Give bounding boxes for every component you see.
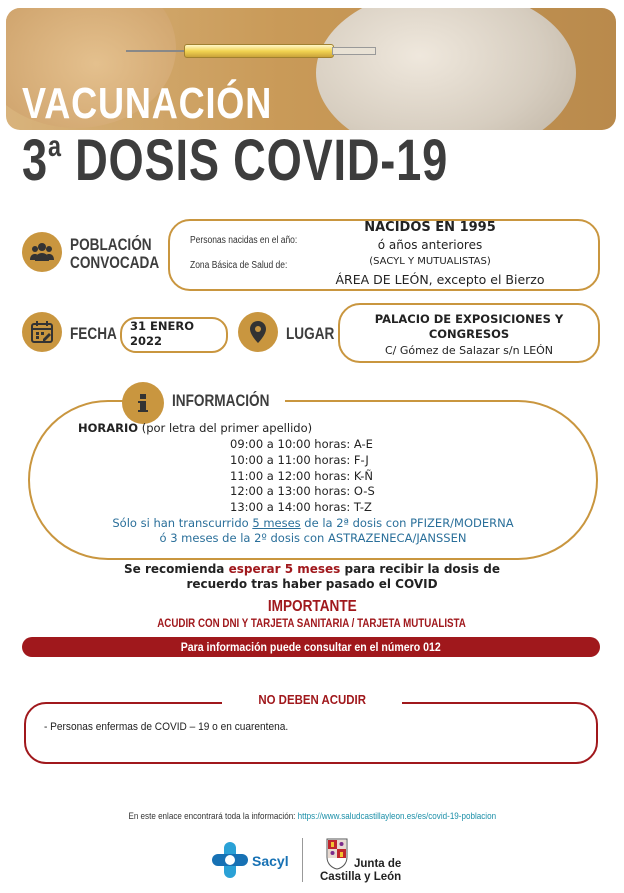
- zona-value: ÁREA DE LEÓN, excepto el Bierzo: [335, 272, 545, 287]
- informacion-label: INFORMACIÓN: [172, 391, 270, 410]
- calendar-icon: [22, 312, 62, 352]
- horario-slot: 09:00 a 10:00 horas: A-E: [230, 437, 373, 451]
- lugar-address: C/ Gómez de Salazar s/n LEÓN: [384, 344, 554, 357]
- year-sub: ó años anteriores: [377, 238, 483, 252]
- title-vacunacion: VACUNACIÓN: [22, 79, 273, 128]
- zona-label: Zona Básica de Salud de:: [190, 260, 288, 271]
- footer-text: En este enlace encontrará toda la información: https://www.saludcastillayleon.es/es/covid-19-poblacion: [128, 811, 496, 822]
- title-dosis: 3$^a$ DOSIS COVID-19: [22, 128, 449, 193]
- importante-text: ACUDIR CON DNI Y TARJETA SANITARIA / TARJETA MUTUALISTA: [157, 618, 467, 630]
- year-note: (SACYL Y MUTUALISTAS): [369, 256, 491, 267]
- horario-slot: 11:00 a 12:00 horas: K-Ñ: [230, 468, 374, 483]
- fecha-value: 31 ENERO 2022: [130, 319, 194, 348]
- year-label: Personas nacidas en el año:: [190, 235, 298, 246]
- fecha-label: FECHA: [70, 324, 117, 343]
- horario-slot: 12:00 a 13:00 horas: O-S: [230, 484, 375, 499]
- horario-heading: HORARIO (por letra del primer apellido): [78, 421, 313, 435]
- horario-slot: 13:00 a 14:00 horas: T-Z: [230, 500, 372, 515]
- condicion-dosis: Sólo si han transcurrido 5 meses de la 2ª dosis con PFIZER/MODERNA ó 3 meses de la 2º dosis con ASTRAZENECA/JANSSEN: [112, 516, 514, 545]
- people-icon: [22, 232, 62, 272]
- sacyl-label: Sacyl: [252, 853, 289, 869]
- horario-slot: 10:00 a 11:00 horas: F-J: [230, 452, 369, 467]
- syringe-icon: [126, 44, 376, 58]
- sacyl-logo-icon: [212, 842, 248, 878]
- gloved-hand-shape: [316, 8, 576, 130]
- lugar-value: PALACIO DE EXPOSICIONES Y CONGRESOS: [374, 312, 564, 341]
- lugar-label: LUGAR: [286, 324, 335, 343]
- junta-label: Junta de Castilla y León: [320, 858, 402, 883]
- recomendacion: Se recomienda esperar 5 meses para recibir la dosis de recuerdo tras haber pasado el COVID: [124, 562, 500, 591]
- no-acudir-item: - Personas enfermas de COVID – 19 o en cuarentena.: [44, 721, 289, 733]
- footer-link[interactable]: https://www.saludcastillayleon.es/es/covid-19-poblacion: [297, 811, 496, 822]
- no-acudir-title: NO DEBEN ACUDIR: [222, 692, 402, 707]
- info-icon: [122, 382, 164, 424]
- year-value: NACIDOS EN 1995: [364, 220, 496, 235]
- horario-slots: [230, 437, 375, 516]
- importante-title: IMPORTANTE: [267, 598, 357, 615]
- info-phone-bar: Para información puede consultar en el número 012: [22, 637, 600, 657]
- location-pin-icon: [238, 312, 278, 352]
- no-acudir-box: [24, 702, 598, 764]
- footer-divider: [302, 838, 303, 882]
- poblacion-label: POBLACIÓN CONVOCADA: [70, 235, 160, 272]
